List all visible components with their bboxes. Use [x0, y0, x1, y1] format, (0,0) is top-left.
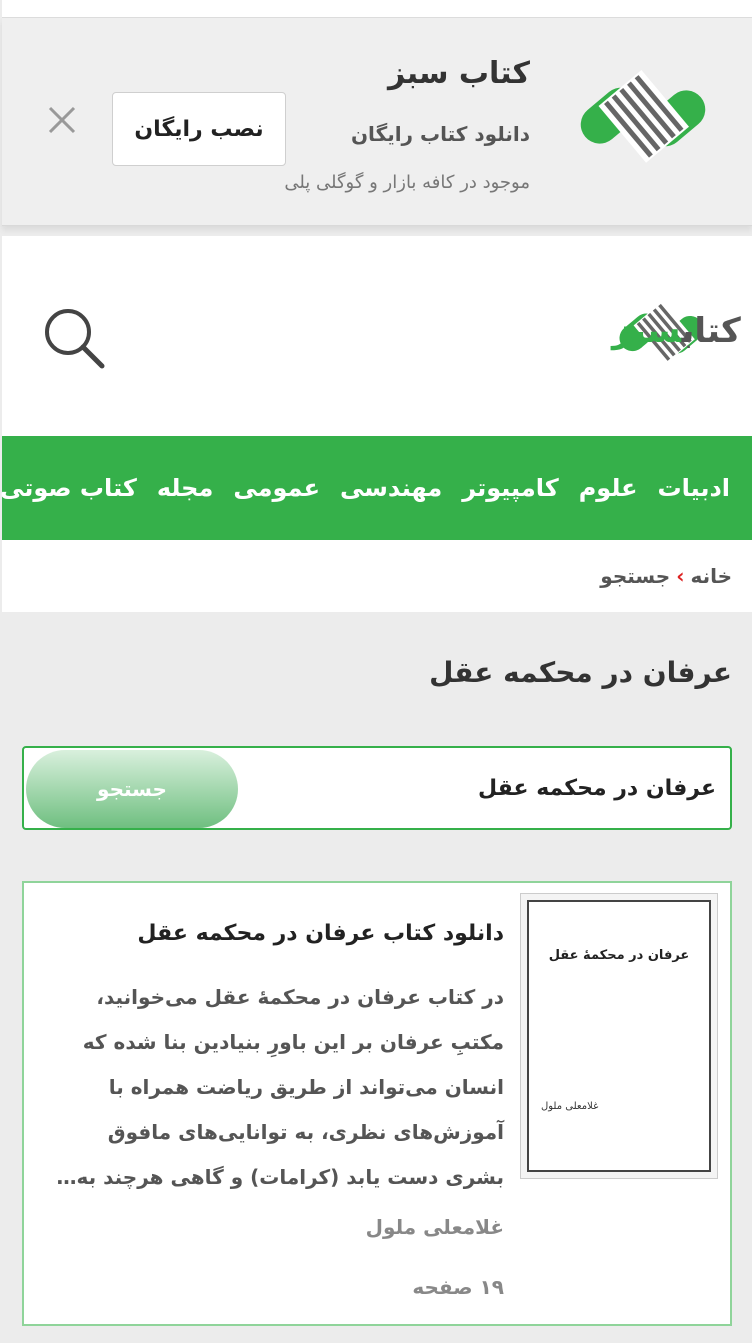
- breadcrumb-home[interactable]: خانه: [690, 564, 732, 588]
- nav-item-magazine[interactable]: مجله: [156, 474, 214, 502]
- banner-availability: موجود در کافه بازار و گوگلی پلی: [284, 172, 530, 193]
- site-header: [2, 236, 752, 436]
- cover-author: غلامعلی ملول: [541, 1101, 599, 1112]
- app-logo-icon: [572, 46, 714, 188]
- top-strip: [2, 0, 752, 18]
- nav-item-computer[interactable]: کامپیوتر: [462, 474, 559, 502]
- result-page-count: ۱۹ صفحه: [412, 1275, 504, 1299]
- nav-item-general[interactable]: عمومی: [233, 474, 321, 502]
- close-icon[interactable]: [46, 104, 78, 136]
- result-author[interactable]: غلامعلی ملول: [365, 1215, 504, 1239]
- nav-item-literature[interactable]: ادبیات: [657, 474, 730, 502]
- search-form: [22, 746, 732, 830]
- install-free-button[interactable]: نصب رایگان: [112, 92, 286, 166]
- result-title[interactable]: دانلود کتاب عرفان در محکمه عقل: [137, 921, 504, 946]
- breadcrumb-current: جستجو: [600, 564, 671, 588]
- site-logo[interactable]: [484, 286, 741, 378]
- search-icon[interactable]: [42, 306, 106, 370]
- breadcrumb-separator: ›: [676, 564, 685, 588]
- logo-text-dark: کتاب: [681, 311, 741, 351]
- search-input[interactable]: [246, 758, 716, 818]
- result-description: در کتاب عرفان در محکمهٔ عقل می‌خوانید، مکتبِ عرفان بر این باورِ بنیادین بنا شده که انسان می‌تواند از طریق ریاضت همراه با آموزش‌های نظری، به توانایی‌های مافوق بشری دست یابد (کرامات) و گاهی هرچند به…: [56, 985, 504, 1189]
- book-cover-page: [527, 900, 711, 1172]
- search-result-card[interactable]: [22, 881, 732, 1326]
- page-title: عرفان در محکمه عقل: [429, 656, 732, 689]
- category-nav: [2, 436, 752, 540]
- logo-text-green: سبز: [612, 311, 682, 351]
- search-button[interactable]: جستجو: [26, 750, 238, 828]
- banner-app-name: کتاب سبز: [388, 56, 530, 91]
- nav-item-audiobook[interactable]: کتاب صوتی: [0, 474, 137, 502]
- app-install-banner: [2, 18, 752, 226]
- breadcrumb: [2, 540, 752, 612]
- banner-subtitle: دانلود کتاب رایگان: [350, 122, 530, 146]
- nav-item-science[interactable]: علوم: [578, 474, 638, 502]
- book-cover[interactable]: [520, 893, 718, 1179]
- nav-item-engineering[interactable]: مهندسی: [340, 474, 443, 502]
- svg-text:کتابسبز: [610, 311, 741, 351]
- cover-title: عرفان در محکمهٔ عقل: [548, 948, 690, 963]
